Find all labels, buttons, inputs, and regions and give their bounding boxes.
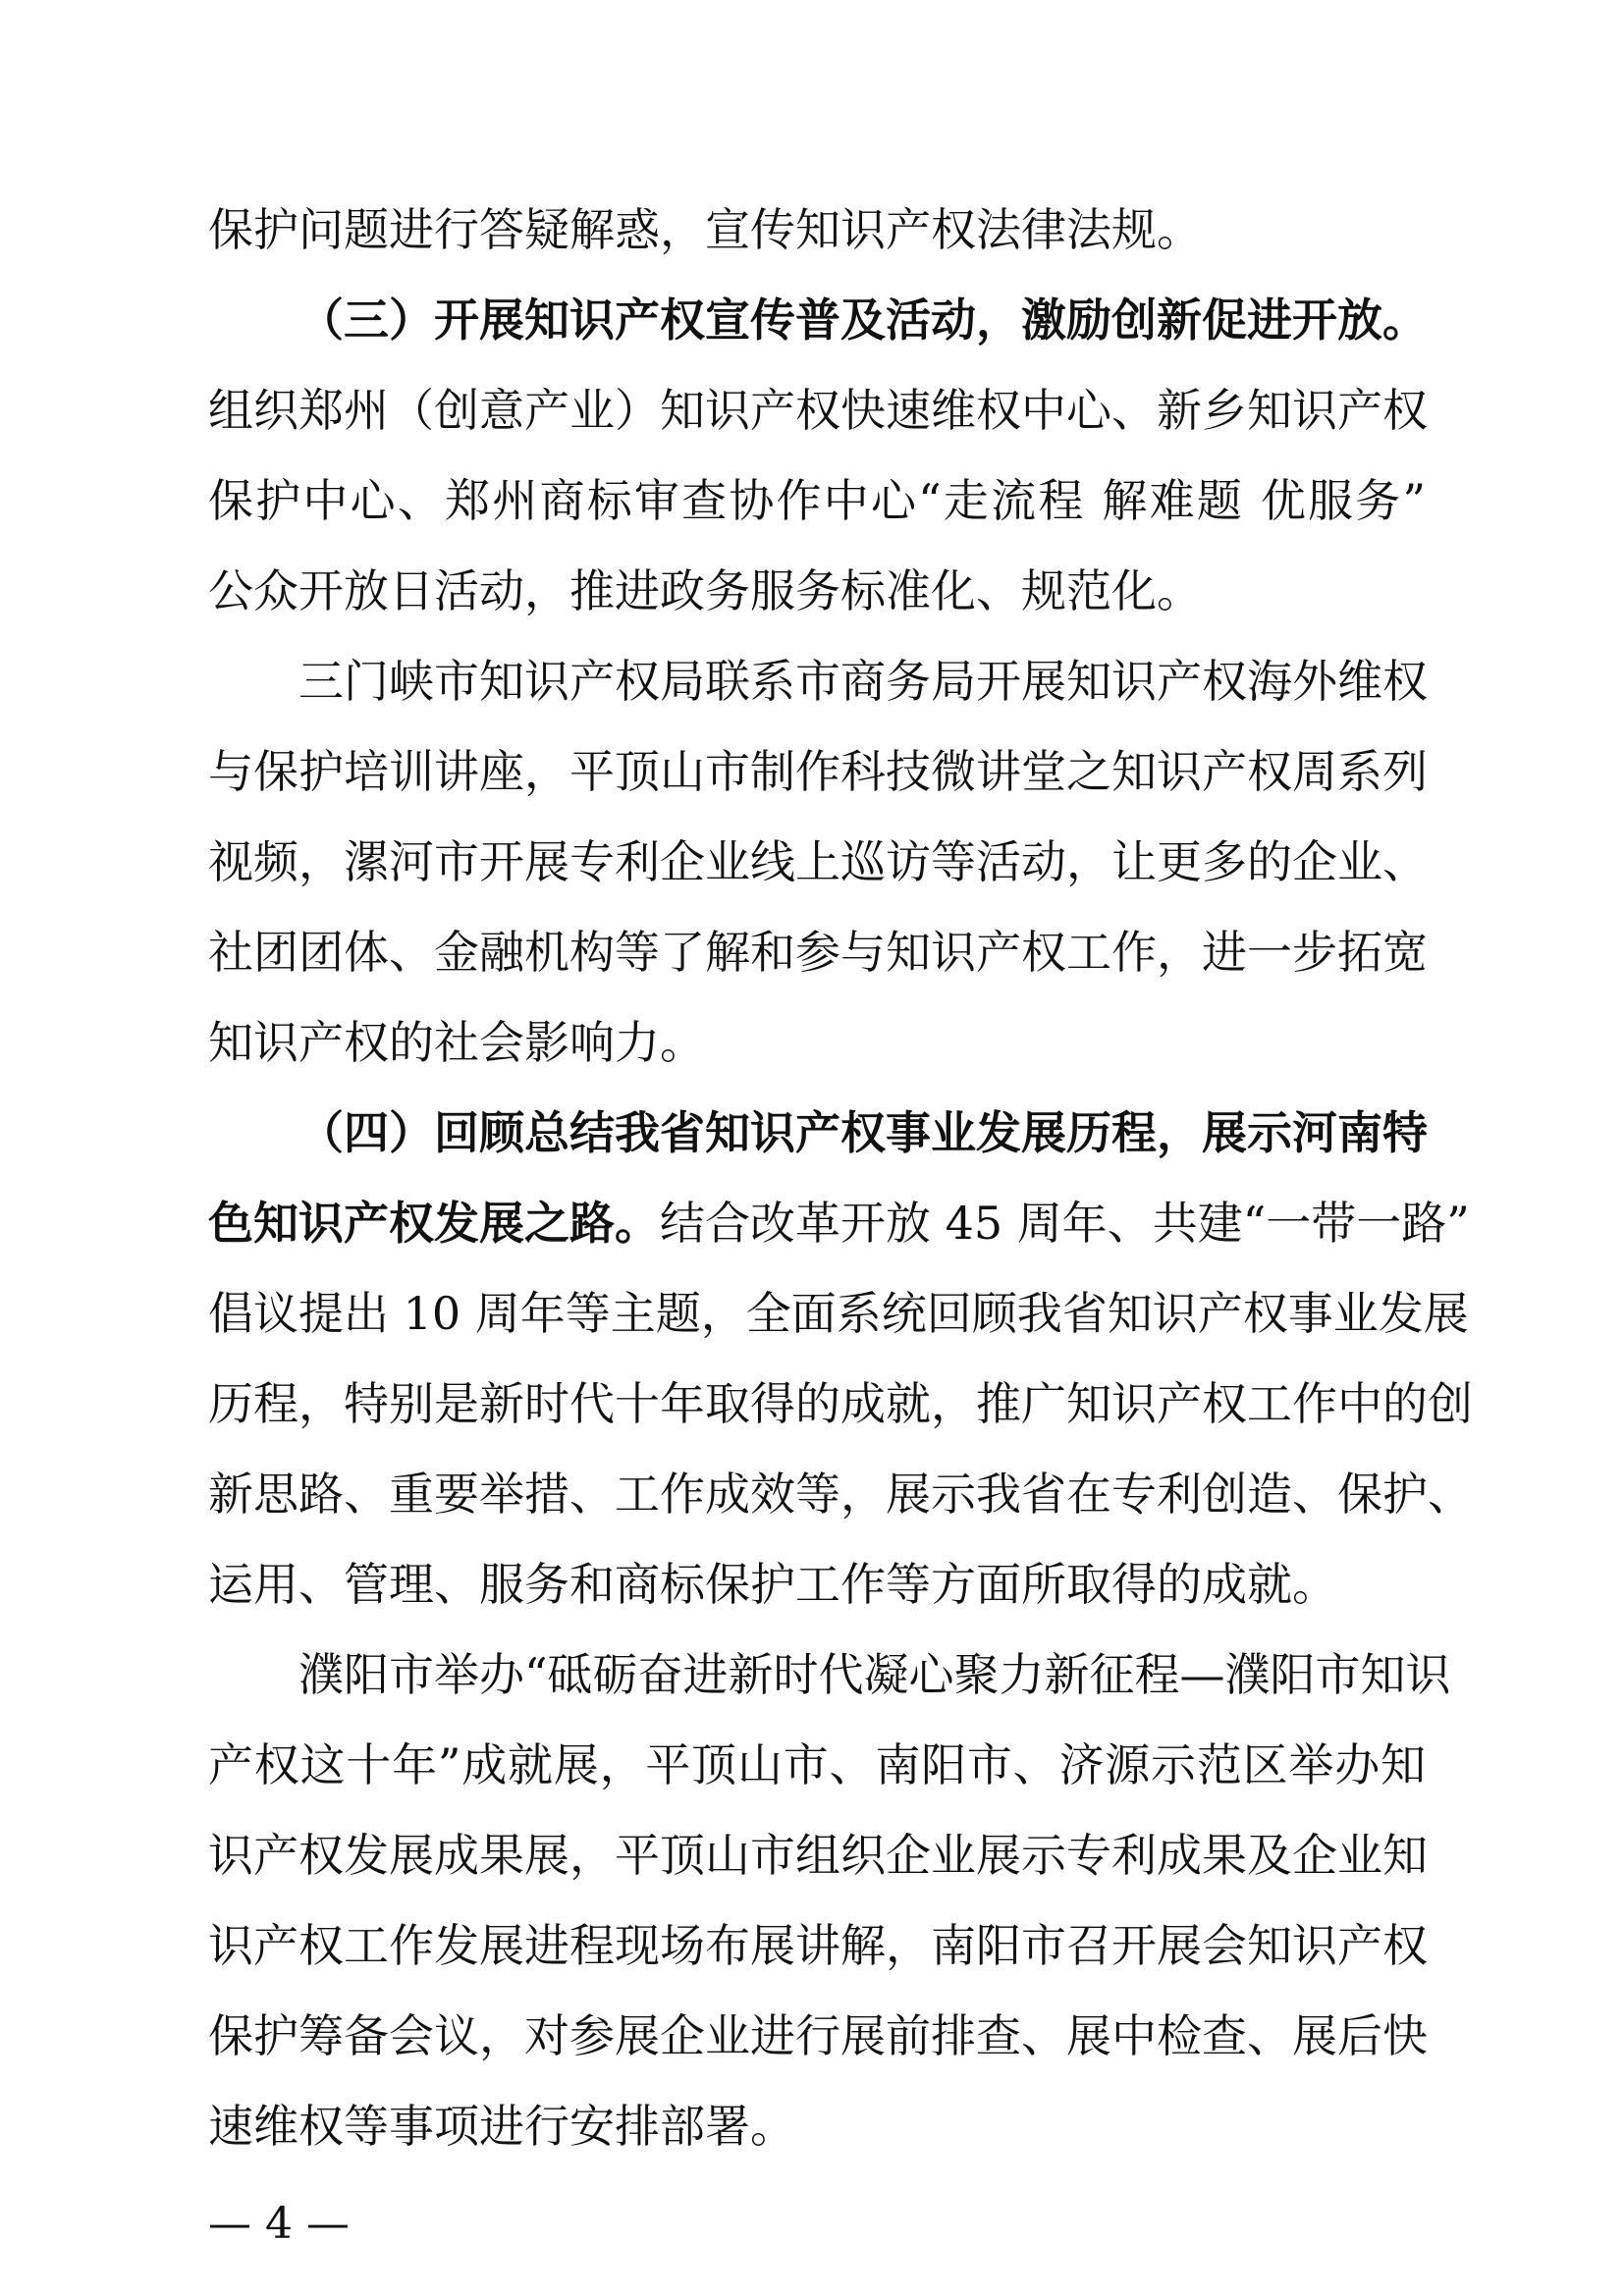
paragraph-line: 知识产权的社会影响力。 bbox=[208, 1016, 705, 1069]
paragraph-line: 识产权发展成果展，平顶山市组织企业展示专利成果及企业知 bbox=[208, 1829, 1428, 1882]
paragraph-line: 倡议提出 10 周年等主题，全面系统回顾我省知识产权事业发展 bbox=[208, 1287, 1469, 1340]
paragraph-line: 保护筹备会议，对参展企业进行展前排查、展中检查、展后快 bbox=[208, 2009, 1428, 2062]
paragraph-line: 保护问题进行答疑解惑，宣传知识产权法律法规。 bbox=[208, 203, 1202, 256]
section-heading-4-continuation: 色知识产权发展之路。 bbox=[208, 1197, 660, 1250]
paragraph-line: 运用、管理、服务和商标保护工作等方面所取得的成就。 bbox=[208, 1558, 1337, 1611]
section-heading-4: （四）回顾总结我省知识产权事业发展历程，展示河南特 bbox=[298, 1106, 1428, 1159]
paragraph-line: 公众开放日活动，推进政务服务标准化、规范化。 bbox=[208, 564, 1202, 617]
paragraph-line: 识产权工作发展进程现场布展讲解，南阳市召开展会知识产权 bbox=[208, 1919, 1428, 1972]
paragraph-line: 三门峡市知识产权局联系市商务局开展知识产权海外维权 bbox=[298, 655, 1428, 708]
paragraph-line: 社团团体、金融机构等了解和参与知识产权工作，进一步拓宽 bbox=[208, 926, 1428, 979]
paragraph-line: 与保护培训讲座，平顶山市制作科技微讲堂之知识产权周系列 bbox=[208, 745, 1428, 798]
paragraph-line: 濮阳市举办“砥砺奋进新时代凝心聚力新征程—濮阳市知识 bbox=[298, 1648, 1451, 1701]
paragraph-line: 保护中心、郑州商标审查协作中心“走流程 解难题 优服务” bbox=[208, 474, 1426, 527]
paragraph-line: 新思路、重要举措、工作成效等，展示我省在专利创造、保护、 bbox=[208, 1468, 1473, 1521]
paragraph-line: 历程，特别是新时代十年取得的成就，推广知识产权工作中的创 bbox=[208, 1377, 1473, 1430]
paragraph-line: 组织郑州（创意产业）知识产权快速维权中心、新乡知识产权 bbox=[208, 384, 1428, 437]
section-heading-4-line2 bbox=[208, 1196, 1470, 1251]
paragraph-line: 视频，漯河市开展专利企业线上巡访等活动，让更多的企业、 bbox=[208, 835, 1428, 888]
paragraph-line: 速维权等事项进行安排部署。 bbox=[208, 2100, 795, 2153]
paragraph-line: 产权这十年”成就展，平顶山市、南阳市、济源示范区举办知 bbox=[208, 1738, 1426, 1791]
paragraph-text: 结合改革开放 45 周年、共建“一带一路” bbox=[660, 1197, 1470, 1250]
page-number: — 4 — bbox=[208, 2199, 350, 2249]
section-heading-3: （三）开展知识产权宣传普及活动，激励创新促进开放。 bbox=[298, 294, 1428, 347]
